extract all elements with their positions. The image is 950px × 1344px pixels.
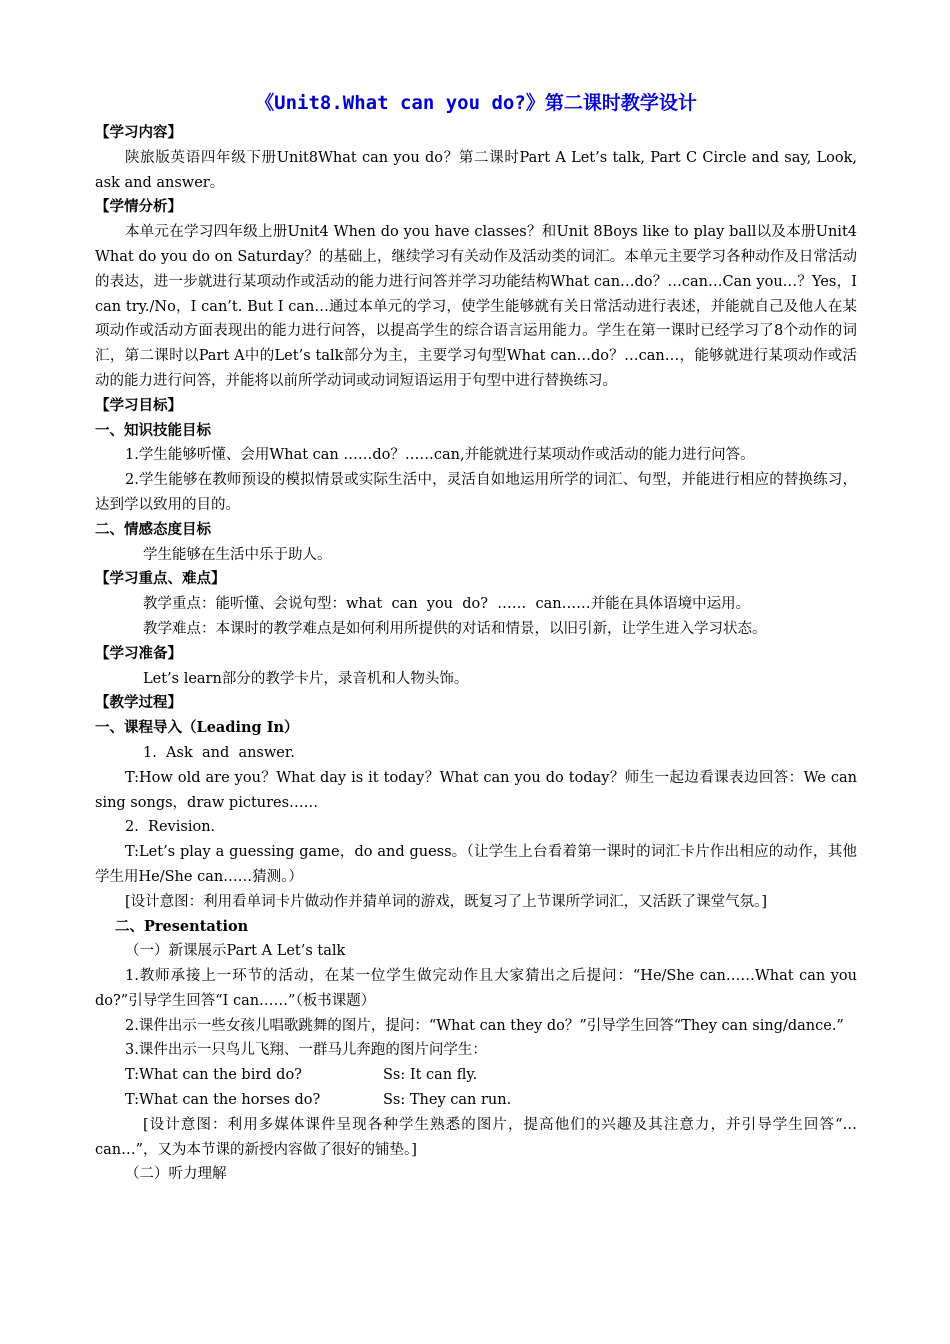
dialog-line-2 xyxy=(95,1088,857,1113)
heading-presentation: 二、Presentation xyxy=(115,917,249,935)
heading-keypoints: 【学习重点、难点】 xyxy=(95,570,226,588)
leadin-design-note: [设计意图：利用看单词卡片做动作并猜单词的游戏，既复习了上节课所学词汇，又活跃了课堂气氛。] xyxy=(125,893,768,910)
difficult-point: 教学难点：本课时的教学难点是如何利用所提供的对话和情景，以旧引新，让学生进入学习状态。 xyxy=(143,620,767,637)
paragraph-content: 陕旅版英语四年级下册Unit8What can you do？第二课时Part A Let’s talk, Part C Circle and say, Look, ask and answer。 xyxy=(95,149,862,191)
dialog-1-students: Ss: It can fly. xyxy=(383,1067,478,1084)
leadin-dialog-1: T:How old are you？What day is it today？What can you do today？师生一起边看课表边回答：We can sing songs，draw pictures…… xyxy=(95,769,862,811)
leadin-step-2: 2. Revision. xyxy=(125,819,216,836)
presentation-design-note: [设计意图：利用多媒体课件呈现各种学生熟悉的图片，提高他们的兴趣及其注意力，并引导学生回答“…can…”，又为本节课的新授内容做了很好的铺垫。] xyxy=(95,1116,857,1158)
dialog-2-students: Ss: They can run. xyxy=(383,1092,512,1109)
key-point: 教学重点：能听懂、会说句型：what can you do? …… can……并能在具体语境中运用。 xyxy=(143,596,751,613)
knowledge-goal-1: 1.学生能够听懂、会用What can ……do？……can,并能就进行某项动作或活动的能力进行问答。 xyxy=(125,447,755,464)
paragraph-analysis: 本单元在学习四年级上册Unit4 When do you have classes？和Unit 8Boys like to play ball以及本册Unit4 What do you do on Saturday？的基础上，继续学习有关动作及活动类的词汇。本单元主要学习各种动作及日常活动的表达，进一步就进行某项动作或活动的能力进行问答并学习功能结构What can…do？…can…Can you…？Yes，I can try./No，I can’t. But I can…通过本单元的学习，使学生能够就有关日常活动进行表述，并能就自己及他人在某项动作或活动方面表现出的能力进行问答，以提高学生的综合语言运用能力。学生在第一课时已经学习了8个动作的词汇，第二课时以Part A中的Let’s talk部分为主，主要学习句型What can…do？…can…，能够就进行某项动作或活动的能力进行问答，并能将以前所学动词或动词短语运用于句型中进行替换练习。 xyxy=(95,224,862,389)
presentation-subsection-1: （一）新课展示Part A Let’s talk xyxy=(125,943,346,960)
heading-content: 【学习内容】 xyxy=(95,124,182,141)
presentation-step-3: 3.课件出示一只鸟儿飞翔、一群马儿奔跑的图片问学生： xyxy=(125,1042,487,1059)
dialog-2-teacher: T:What can the horses do? xyxy=(125,1092,321,1109)
heading-knowledge: 一、知识技能目标 xyxy=(95,421,211,439)
dialog-1-teacher: T:What can the bird do? xyxy=(125,1067,302,1084)
document-title: 《Unit8.What can you do?》第二课时教学设计 xyxy=(255,92,697,114)
heading-analysis: 【学情分析】 xyxy=(95,198,182,216)
prep-text: Let’s learn部分的教学卡片，录音机和人物头饰。 xyxy=(143,670,469,687)
heading-goals: 【学习目标】 xyxy=(95,396,182,414)
heading-process: 【教学过程】 xyxy=(95,694,182,712)
leadin-dialog-2: T:Let’s play a guessing game，do and guess。（让学生上台看着第一课时的词汇卡片作出相应的动作，其他学生用He/She can……猜测。） xyxy=(95,844,857,885)
dialog-line-1 xyxy=(95,1063,857,1088)
heading-emotion: 二、情感态度目标 xyxy=(95,520,211,538)
document-page xyxy=(95,88,862,1187)
presentation-step-1: 1.教师承接上一环节的活动，在某一位学生做完动作且大家猜出之后提问：“He/She can……What can you do?”引导学生回答“I can……”（板书课题） xyxy=(95,968,862,1009)
heading-leadin: 一、课程导入（Leading In） xyxy=(95,719,299,737)
knowledge-goal-2: 2.学生能够在教师预设的模拟情景或实际生活中，灵活自如地运用所学的词汇、句型，并能进行相应的替换练习，达到学以致用的目的。 xyxy=(95,472,857,513)
presentation-step-2: 2.课件出示一些女孩儿唱歌跳舞的图片，提问：“What can they do？”引导学生回答“They can sing/dance.” xyxy=(125,1017,844,1034)
presentation-subsection-2: （二）听力理解 xyxy=(125,1166,227,1183)
leadin-step-1: 1. Ask and answer. xyxy=(143,744,295,761)
heading-prep: 【学习准备】 xyxy=(95,644,182,662)
emotion-goal: 学生能够在生活中乐于助人。 xyxy=(143,546,332,563)
